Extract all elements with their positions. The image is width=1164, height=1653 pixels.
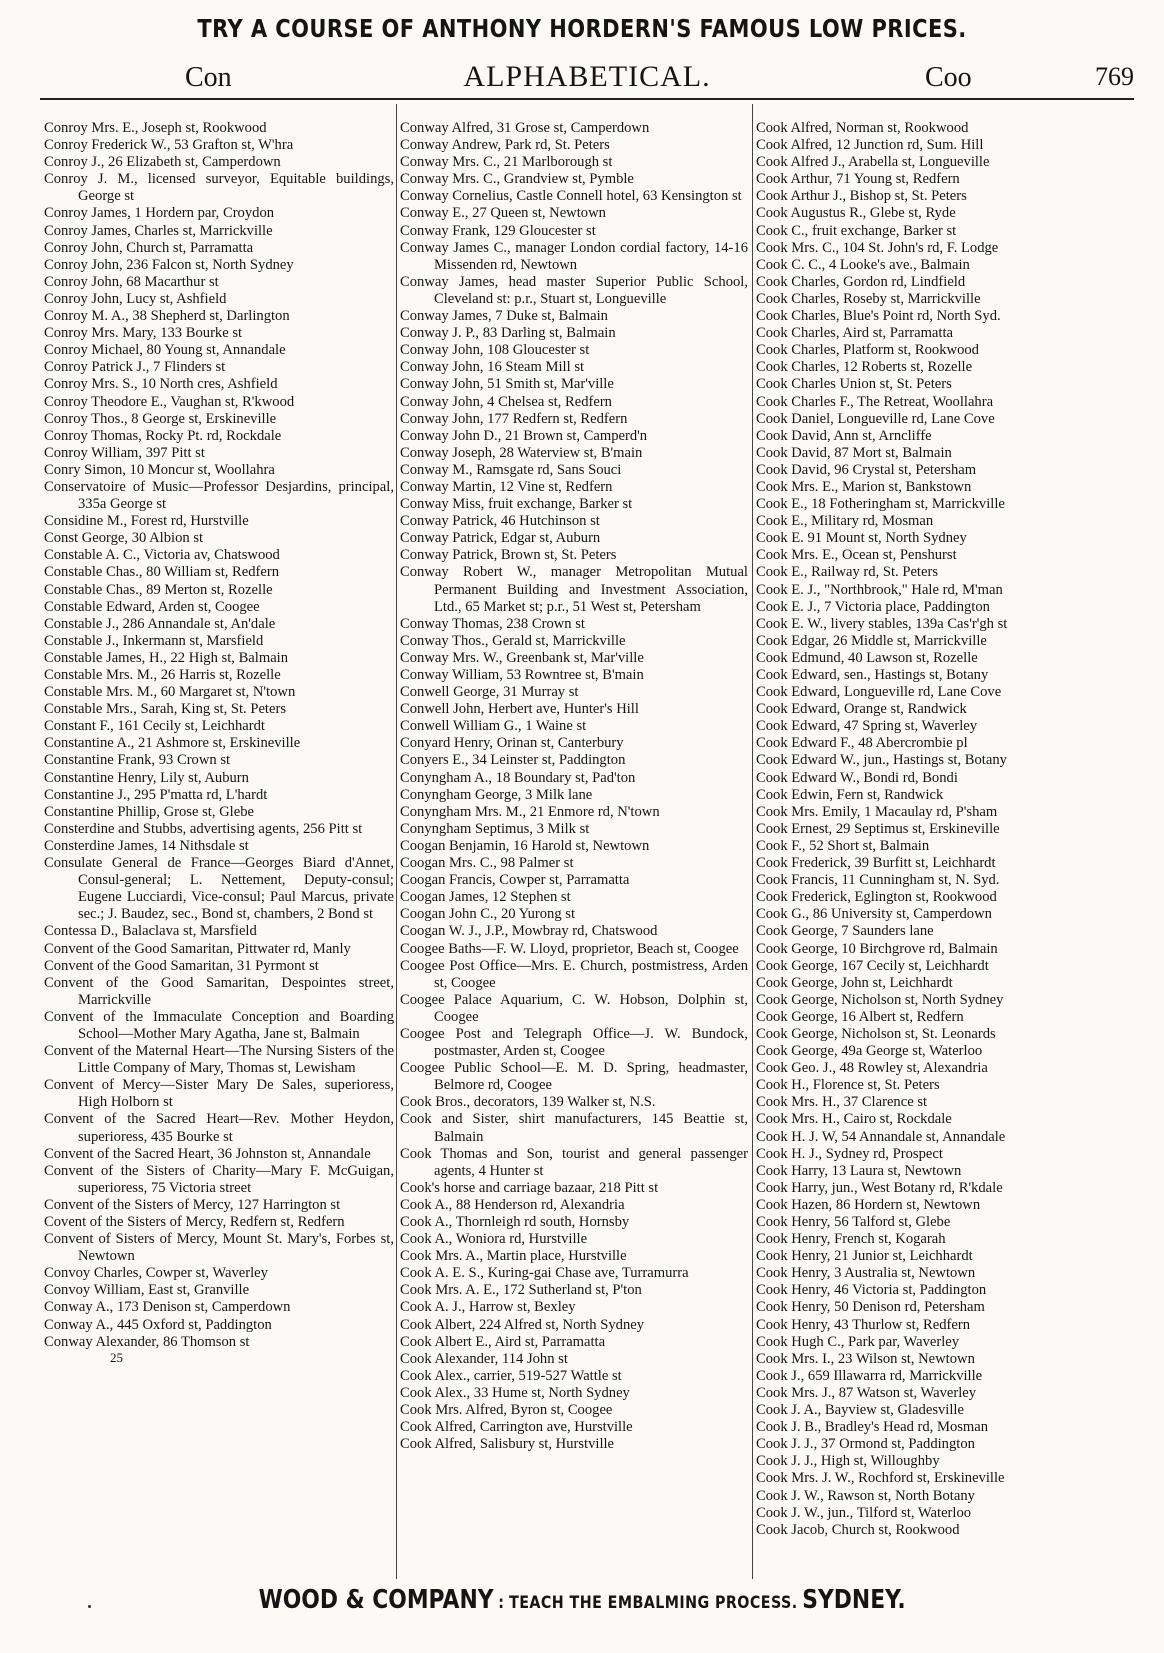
directory-entry: Conyngham Mrs. M., 21 Enmore rd, N'town [400,803,660,820]
directory-entry: Coogan James, 12 Stephen st [400,889,571,906]
directory-entry: Cook E., 18 Fotheringham st, Marrickville [756,496,1005,513]
directory-entry: Cook E., Military rd, Mosman [756,513,934,530]
directory-entry: Cook Edward F., 48 Abercrombie pl [756,735,968,752]
directory-entry: Cook Albert, 224 Alfred st, North Sydney [400,1316,645,1333]
directory-entry: Conway Joseph, 28 Waterview st, B'main [400,444,643,461]
directory-entry: Cook J. J., High st, Willoughby [756,1453,940,1470]
directory-entry: Conroy James, Charles st, Marrickville [44,222,273,239]
directory-entry: Cook Henry, 3 Australia st, Newtown [756,1265,976,1282]
directory-entry: Cook J. B., Bradley's Head rd, Mosman [756,1419,989,1436]
directory-entry: Conroy William, 397 Pitt st [44,444,205,461]
banner-slogan: TEACH THE EMBALMING PROCESS. [508,1593,798,1613]
directory-entry: Conway Martin, 12 Vine st, Redfern [400,478,613,495]
signature-mark: 25 [110,1349,123,1365]
directory-entry: Conway Andrew, Park rd, St. Peters [400,137,610,154]
directory-entry: Conroy Michael, 80 Young st, Annandale [44,342,286,359]
directory-entry: Coogan Francis, Cowper st, Parramatta [400,872,630,889]
directory-entry: Cook Mrs. E., Ocean st, Penshurst [756,547,957,564]
directory-entry: Cook Hugh C., Park par, Waverley [756,1333,960,1350]
directory-entry: Cook Arthur, 71 Young st, Redfern [756,171,960,188]
directory-entry: Convent of the Sacred Heart—Rev. Mother Heydon, superioress, 435 Bourke st [44,1111,394,1145]
printer-dot [88,1605,91,1608]
directory-entry: Conway Patrick, 46 Hutchinson st [400,513,600,530]
directory-entry: Conroy M. A., 38 Shepherd st, Darlington [44,308,290,325]
directory-entry: Conroy John, 68 Macarthur st [44,273,219,290]
directory-entry: Conway John, 108 Gloucester st [400,342,590,359]
directory-entry: Consulate General de France—Georges Biard d'Annet, Consul-general; L. Nettement, Deputy-consul; Eugene Lucciardi, Vice-consul; Paul Marcus, private sec.; J. Baudez, sec., Bond st, chambers, 2 Bond st [44,855,394,923]
directory-entry: Cook A. J., Harrow st, Bexley [400,1299,576,1316]
directory-entry: Conway Mrs. W., Greenbank st, Mar'ville [400,649,644,666]
directory-entry: Cook J., 659 Illawarra rd, Marrickville [756,1367,983,1384]
directory-entry: Conway Cornelius, Castle Connell hotel, 63 Kensington st [400,188,742,205]
banner-colon: : [498,1593,505,1613]
banner-city: SYDNEY. [802,1585,906,1615]
directory-entry: Convent of the Good Samaritan, Despointes street, Marrickville [44,974,394,1008]
directory-entry: Conway Thomas, 238 Crown st [400,615,585,632]
directory-entry: Cook Edward, sen., Hastings st, Botany [756,667,989,683]
directory-column-1 [44,120,394,1575]
directory-entry: Cook Edwin, Fern st, Randwick [756,786,944,803]
directory-entry: Conway Thos., Gerald st, Marrickville [400,632,626,649]
directory-entry: Conway Robert W., manager Metropolitan Mutual Permanent Building and Investment Association, Ltd., 65 Market st; p.r., 51 West st, Petersham [400,564,748,615]
directory-column-3 [756,120,1106,1575]
directory-entry: Coogan John C., 20 Yurong st [400,906,575,923]
directory-entry: Cook Alfred, Norman st, Rookwood [756,120,969,136]
directory-entry: Conway Mrs. C., 21 Marlborough st [400,154,613,171]
directory-entry: Conway James, head master Superior Public School, Cleveland st: p.r., Stuart st, Longueville [400,273,748,307]
directory-entry: Conway William, 53 Rowntree st, B'main [400,667,644,683]
directory-entry: Conway James C., manager London cordial factory, 14-16 Missenden rd, Newtown [400,239,748,273]
directory-entry: Convent of the Sisters of Mercy, 127 Harrington st [44,1196,341,1213]
directory-entry: Cook Edward, Longueville rd, Lane Cove [756,684,1002,701]
directory-entry: Conway John, 177 Redfern st, Redfern [400,410,628,427]
directory-entry: Conway E., 27 Queen st, Newtown [400,205,606,222]
directory-entry: Constable Mrs. M., 26 Harris st, Rozelle [44,667,281,683]
page-number: 769 [1095,62,1134,91]
directory-entry: Cook Thomas and Son, tourist and general passenger agents, 4 Hunter st [400,1145,748,1179]
directory-entry: Cook Henry, 21 Junior st, Leichhardt [756,1248,973,1265]
directory-entry: Conroy J. M., licensed surveyor, Equitable buildings, George st [44,171,394,205]
directory-entry: Conroy Mrs. E., Joseph st, Rookwood [44,120,267,136]
directory-entry: Cook A., Woniora rd, Hurstville [400,1231,588,1248]
directory-entry: Cook H. J., Sydney rd, Prospect [756,1145,943,1162]
directory-entry: Cook Jacob, Church st, Rookwood [756,1521,960,1538]
directory-entry: Cook Charles, Aird st, Parramatta [756,325,953,342]
directory-entry: Cook Charles, Roseby st, Marrickville [756,290,981,307]
directory-entry: Coogee Palace Aquarium, C. W. Hobson, Dolphin st, Coogee [400,991,748,1025]
directory-entry: Cook George, 16 Albert st, Redfern [756,1008,964,1025]
directory-entry: Conry Simon, 10 Moncur st, Woollahra [44,461,275,478]
directory-entry: Cook E., Railway rd, St. Peters [756,564,939,581]
directory-entry: Constable Chas., 80 William st, Redfern [44,564,280,581]
directory-entry: Conway A., 445 Oxford st, Paddington [44,1316,272,1333]
directory-entry: Conwell George, 31 Murray st [400,684,579,701]
directory-entry: Cook's horse and carriage bazaar, 218 Pitt st [400,1179,659,1196]
directory-entry: Cook Henry, 43 Thurlow st, Redfern [756,1316,971,1333]
directory-entry: Convent of Sisters of Mercy, Mount St. Mary's, Forbes st, Newtown [44,1231,394,1265]
bottom-advertisement-banner [0,1585,1164,1615]
directory-entry: Coogan W. J., J.P., Mowbray rd, Chatswood [400,923,658,940]
directory-entry: Constantine J., 295 P'matta rd, L'hardt [44,786,268,803]
directory-entry: Cook Edgar, 26 Middle st, Marrickville [756,632,987,649]
directory-entry: Cook E. 91 Mount st, North Sydney [756,530,967,547]
directory-entry: Conroy John, Church st, Parramatta [44,239,254,256]
directory-entry: Conwell John, Herbert ave, Hunter's Hill [400,701,639,718]
directory-entry: Cook Alex., carrier, 519-527 Wattle st [400,1367,622,1384]
directory-entry: Cook Mrs. J. W., Rochford st, Erskineville [756,1470,1005,1487]
directory-entry: Coogan Benjamin, 16 Harold st, Newtown [400,837,650,854]
directory-entry: Cook J. W., Rawson st, North Botany [756,1487,975,1504]
directory-entry: Convent of the Good Samaritan, Pittwater rd, Manly [44,940,351,957]
column-divider [752,104,753,1579]
directory-entry: Cook Charles, 12 Roberts st, Rozelle [756,359,973,376]
directory-entry: Convent of the Good Samaritan, 31 Pyrmont st [44,957,319,974]
directory-entry: Conroy Thomas, Rocky Pt. rd, Rockdale [44,427,282,444]
directory-entry: Cook George, 167 Cecily st, Leichhardt [756,957,989,974]
directory-entry: Constantine Henry, Lily st, Auburn [44,769,249,786]
directory-entry: Consterdine and Stubbs, advertising agents, 256 Pitt st [44,820,363,837]
directory-entry: Cook H. J. W, 54 Annandale st, Annandale [756,1128,1006,1145]
page-title: ALPHABETICAL. [463,60,711,93]
directory-entry: Cook George, Nicholson st, St. Leonards [756,1025,996,1042]
directory-entry: Cook George, 7 Saunders lane [756,923,934,940]
directory-entry: Cook Harry, jun., West Botany rd, R'kdale [756,1179,1003,1196]
left-catchword: Con [185,62,232,93]
directory-entry: Cook Albert E., Aird st, Parramatta [400,1333,606,1350]
directory-entry: Convoy William, East st, Granville [44,1282,250,1299]
column-divider [396,104,397,1579]
directory-entry: Cook G., 86 University st, Camperdown [756,906,992,923]
directory-entry: Coogan Mrs. C., 98 Palmer st [400,855,574,872]
directory-entry: Cook Henry, 56 Talford st, Glebe [756,1214,951,1230]
directory-entry: Cook F., 52 Short st, Balmain [756,837,930,854]
directory-entry: Conway Patrick, Brown st, St. Peters [400,547,617,564]
directory-entry: Cook A., Thornleigh rd south, Hornsby [400,1214,630,1230]
directory-entry: Coogee Baths—F. W. Lloyd, proprietor, Beach st, Coogee [400,940,739,957]
directory-entry: Cook C. C., 4 Looke's ave., Balmain [756,256,970,273]
directory-entry: Cook Hazen, 86 Hordern st, Newtown [756,1196,981,1213]
directory-entry: Cook Edmund, 40 Lawson st, Rozelle [756,649,978,666]
directory-entry: Conroy John, Lucy st, Ashfield [44,290,227,307]
directory-entry: Constable Mrs. M., 60 Margaret st, N'town [44,684,296,701]
directory-entry: Conway John, 4 Chelsea st, Redfern [400,393,612,410]
directory-entry: Cook Henry, 50 Denison rd, Petersham [756,1299,985,1316]
directory-entry: Cook E. J., 7 Victoria place, Paddington [756,598,990,615]
directory-entry: Cook Geo. J., 48 Rowley st, Alexandria [756,1060,988,1077]
directory-entry: Constable A. C., Victoria av, Chatswood [44,547,280,564]
directory-entry: Constable Edward, Arden st, Coogee [44,598,260,615]
directory-entry: Cook David, 87 Mort st, Balmain [756,444,952,461]
directory-entry: Cook Alfred, Carrington ave, Hurstville [400,1419,633,1436]
directory-entry: Constant F., 161 Cecily st, Leichhardt [44,718,265,735]
directory-entry: Cook Charles Union st, St. Peters [756,376,952,393]
directory-entry: Cook George, John st, Leichhardt [756,974,953,991]
directory-entry: Cook H., Florence st, St. Peters [756,1077,940,1094]
banner-company: WOOD & COMPANY [258,1585,494,1615]
directory-entry: Constable Chas., 89 Merton st, Rozelle [44,581,273,598]
directory-entry: Cook David, 96 Crystal st, Petersham [756,461,977,478]
directory-entry: Cook George, 10 Birchgrove rd, Balmain [756,940,998,957]
directory-entry: Cook Mrs. C., 104 St. John's rd, F. Lodge [756,239,999,256]
directory-entry: Constable J., 286 Annandale st, An'dale [44,615,276,632]
directory-entry: Cook Charles, Gordon rd, Lindfield [756,273,966,290]
directory-entry: Conway A., 173 Denison st, Camperdown [44,1299,291,1316]
directory-entry: Cook Edward, 47 Spring st, Waverley [756,718,978,735]
directory-entry: Conroy James, 1 Hordern par, Croydon [44,205,275,222]
directory-entry: Cook Ernest, 29 Septimus st, Erskineville [756,820,1000,837]
running-head [40,58,1134,100]
directory-entry: Cook Charles, Platform st, Rookwood [756,342,979,359]
directory-entry: Conway John, 16 Steam Mill st [400,359,585,376]
directory-entry: Cook Bros., decorators, 139 Walker st, N.S. [400,1094,656,1111]
directory-entry: Conway M., Ramsgate rd, Sans Souci [400,461,622,478]
directory-entry: Cook Alfred, 12 Junction rd, Sum. Hill [756,137,984,154]
directory-entry: Const George, 30 Albion st [44,530,204,547]
right-catchword: Coo [925,62,972,93]
directory-entry: Cook George, Nicholson st, North Sydney [756,991,1004,1008]
directory-entry: Convoy Charles, Cowper st, Waverley [44,1265,268,1282]
directory-entry: Cook Mrs. A. E., 172 Sutherland st, P'ton [400,1282,642,1299]
directory-entry: Cook J. J., 37 Ormond st, Paddington [756,1436,975,1453]
directory-entry: Considine M., Forest rd, Hurstville [44,513,249,530]
directory-entry: Cook J. W., jun., Tilford st, Waterloo [756,1504,972,1521]
directory-entry: Conway Miss, fruit exchange, Barker st [400,496,633,513]
directory-entry: Cook Mrs. I., 23 Wilson st, Newtown [756,1350,975,1367]
directory-entry: Cook Mrs. Alfred, Byron st, Coogee [400,1402,613,1419]
directory-entry: Conservatoire of Music—Professor Desjardins, principal, 335a George st [44,478,394,513]
directory-entry: Conway Patrick, Edgar st, Auburn [400,530,601,547]
directory-entry: Coogee Post Office—Mrs. E. Church, postmistress, Arden st, Coogee [400,957,748,991]
directory-entry: Cook Edward W., Bondi rd, Bondi [756,769,958,786]
directory-entry: Cook J. A., Bayview st, Gladesville [756,1402,964,1419]
directory-entry: Conyngham George, 3 Milk lane [400,786,593,803]
directory-entry: Cook Alex., 33 Hume st, North Sydney [400,1384,630,1401]
directory-entry: Constantine Phillip, Grose st, Glebe [44,803,254,820]
directory-entry: Cook and Sister, shirt manufacturers, 145 Beattie st, Balmain [400,1111,748,1145]
directory-entry: Cook Daniel, Longueville rd, Lane Cove [756,410,995,427]
directory-entry: Constantine Frank, 93 Crown st [44,752,231,769]
directory-entry: Convent of Mercy—Sister Mary De Sales, superioress, High Holborn st [44,1077,394,1111]
directory-entry: Cook Henry, French st, Kogarah [756,1231,946,1248]
directory-entry: Conroy Mrs. S., 10 North cres, Ashfield [44,376,278,393]
directory-entry: Convent of the Maternal Heart—The Nursing Sisters of the Little Company of Mary, Thomas st, Lewisham [44,1043,394,1077]
directory-entry: Consterdine James, 14 Nithsdale st [44,837,249,854]
directory-entry: Cook A., 88 Henderson rd, Alexandria [400,1196,625,1213]
directory-entry: Conway John D., 21 Brown st, Camperd'n [400,427,648,444]
directory-entry: Convent of the Sacred Heart, 36 Johnston st, Annandale [44,1145,371,1162]
directory-entry: Cook C., fruit exchange, Barker st [756,222,957,239]
directory-entry: Cook Mrs. J., 87 Watson st, Waverley [756,1384,977,1401]
directory-entry: Conyard Henry, Orinan st, Canterbury [400,735,624,752]
directory-entry: Conway James, 7 Duke st, Balmain [400,308,608,325]
directory-entry: Conway Alfred, 31 Grose st, Camperdown [400,120,650,136]
top-advertisement-banner: TRY A COURSE OF ANTHONY HORDERN'S FAMOUS LOW PRICES. [197,14,967,43]
directory-entry: Conroy J., 26 Elizabeth st, Camperdown [44,154,281,171]
directory-entry: Conyngham Septimus, 3 Milk st [400,820,590,837]
directory-entry: Conyers E., 34 Leinster st, Paddington [400,752,626,769]
directory-entry: Cook E. J., "Northbrook," Hale rd, M'man [756,581,1003,598]
directory-entry: Cook E. W., livery stables, 139a Cas'r'gh st [756,615,1008,632]
directory-entry: Cook Harry, 13 Laura st, Newtown [756,1162,962,1179]
directory-entry: Cook Alfred J., Arabella st, Longueville [756,154,990,171]
directory-entry: Coogee Post and Telegraph Office—J. W. Bundock, postmaster, Arden st, Coogee [400,1025,748,1060]
directory-entry: Convent of the Sisters of Charity—Mary F. McGuigan, superioress, 75 Victoria street [44,1162,394,1196]
directory-entry: Cook Mrs. E., Marion st, Bankstown [756,478,972,495]
directory-entry: Conroy Frederick W., 53 Grafton st, W'hra [44,137,294,154]
directory-entry: Conyngham A., 18 Boundary st, Pad'ton [400,769,636,786]
directory-entry: Constantine A., 21 Ashmore st, Erskineville [44,735,301,752]
directory-entry: Conroy Theodore E., Vaughan st, R'kwood [44,393,295,410]
directory-entry: Conroy Patrick J., 7 Flinders st [44,359,226,376]
directory-entry: Constable Mrs., Sarah, King st, St. Peters [44,701,287,718]
directory-entry: Cook Edward W., jun., Hastings st, Botany [756,752,1007,769]
directory-entry: Contessa D., Balaclava st, Marsfield [44,923,257,940]
directory-entry: Cook Francis, 11 Cunningham st, N. Syd. [756,872,1000,889]
directory-entry: Cook Mrs. Emily, 1 Macaulay rd, P'sham [756,803,998,820]
directory-entry: Cook Charles F., The Retreat, Woollahra [756,393,994,410]
directory-entry: Conway J. P., 83 Darling st, Balmain [400,325,616,342]
directory-entry: Cook Alexander, 114 John st [400,1350,568,1367]
directory-entry: Conway John, 51 Smith st, Mar'ville [400,376,614,393]
directory-entry: Covent of the Sisters of Mercy, Redfern st, Redfern [44,1214,345,1230]
directory-entry: Cook Alfred, Salisbury st, Hurstville [400,1436,615,1453]
directory-entry: Cook Mrs. A., Martin place, Hurstville [400,1248,627,1265]
directory-entry: Cook A. E. S., Kuring-gai Chase ave, Turramurra [400,1265,689,1282]
directory-entry: Cook Mrs. H., Cairo st, Rockdale [756,1111,952,1128]
directory-entry: Cook Charles, Blue's Point rd, North Syd. [756,308,1001,325]
directory-entry: Cook David, Ann st, Arncliffe [756,427,932,444]
directory-entry: Conway Mrs. C., Grandview st, Pymble [400,171,634,188]
directory-entry: Conroy John, 236 Falcon st, North Sydney [44,256,294,273]
directory-entry: Cook Arthur J., Bishop st, St. Peters [756,188,967,205]
directory-entry: Convent of the Immaculate Conception and Boarding School—Mother Mary Agatha, Jane st, Balmain [44,1008,394,1042]
directory-entry: Cook George, 49a George st, Waterloo [756,1043,983,1060]
directory-entry: Cook Mrs. H., 37 Clarence st [756,1094,928,1111]
directory-entry: Conway Alexander, 86 Thomson st [44,1333,250,1350]
directory-entry: Constable James, H., 22 High st, Balmain [44,649,289,666]
directory-entry: Constable J., Inkermann st, Marsfield [44,632,264,649]
directory-entry: Cook Henry, 46 Victoria st, Paddington [756,1282,987,1299]
directory-entry: Cook Edward, Orange st, Randwick [756,701,967,718]
directory-entry: Conway Frank, 129 Gloucester st [400,222,596,239]
directory-entry: Cook Augustus R., Glebe st, Ryde [756,205,956,222]
directory-column-2 [400,120,748,1575]
directory-entry: Cook Frederick, Eglington st, Rookwood [756,889,997,906]
directory-entry: Coogee Public School—E. M. D. Spring, headmaster, Belmore rd, Coogee [400,1060,748,1094]
directory-entry: Conroy Thos., 8 George st, Erskineville [44,410,277,427]
directory-entry: Cook Frederick, 39 Burfitt st, Leichhardt [756,855,996,872]
directory-entry: Conwell William G., 1 Waine st [400,718,587,735]
directory-entry: Conroy Mrs. Mary, 133 Bourke st [44,325,243,342]
